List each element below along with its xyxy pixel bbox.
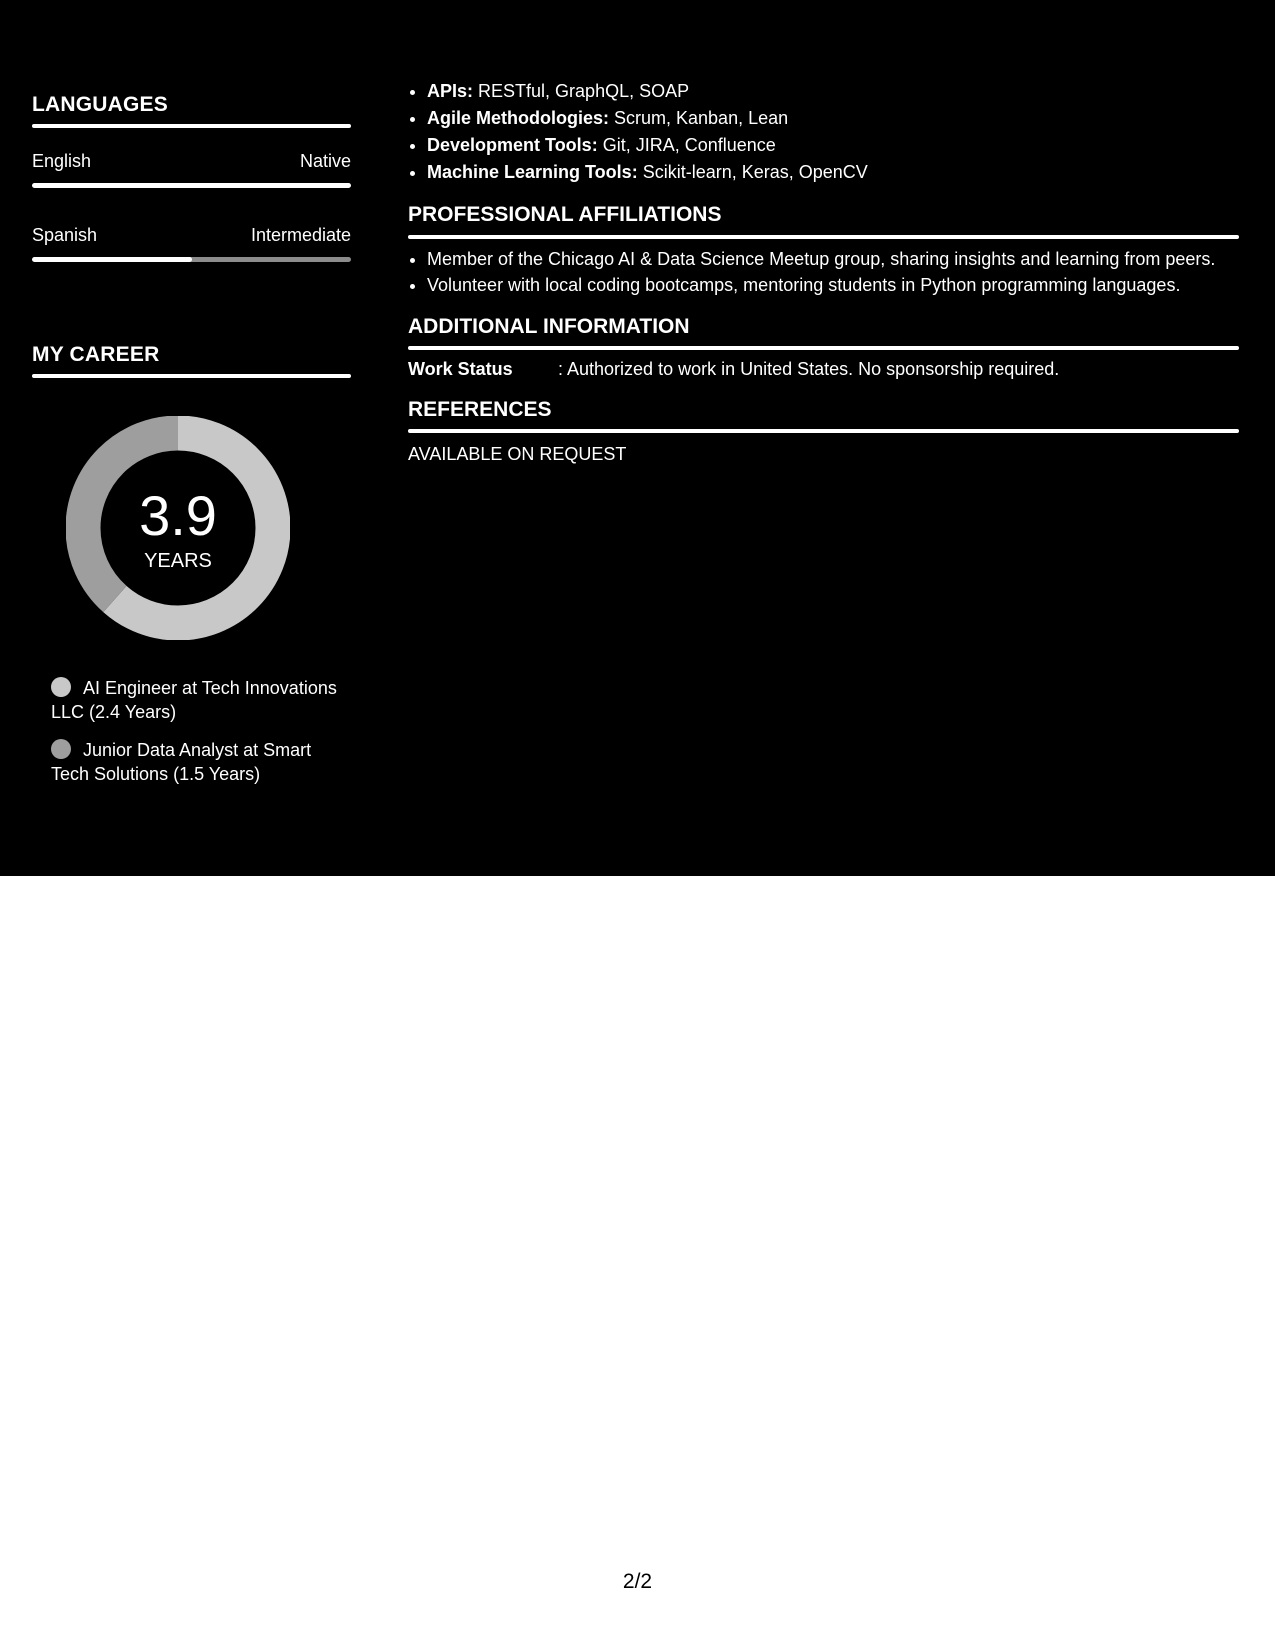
affiliations-list bbox=[408, 247, 1239, 298]
language-name: English bbox=[32, 151, 92, 171]
language-proficiency-fill bbox=[32, 257, 192, 262]
work-status-value: : Authorized to work in United States. No sponsorship required. bbox=[558, 359, 1060, 379]
legend-dot bbox=[51, 739, 71, 759]
languages-divider bbox=[32, 124, 351, 128]
page-number: 2/2 bbox=[622, 1570, 653, 1593]
additional-info-title: ADDITIONAL INFORMATION bbox=[408, 315, 690, 338]
language-name: Spanish bbox=[32, 225, 98, 245]
skill-value: Scikit-learn, Keras, OpenCV bbox=[642, 162, 868, 182]
work-status-label: Work Status bbox=[408, 359, 513, 379]
languages-title: LANGUAGES bbox=[32, 93, 168, 116]
skill-item bbox=[427, 105, 1239, 132]
legend-dot bbox=[51, 677, 71, 697]
affiliation-item: • Volunteer with local coding bootcamps, mentoring students in Python programming languages. bbox=[427, 273, 1239, 298]
career-total-unit: YEARS bbox=[144, 550, 212, 572]
career-legend-text: Junior Data Analyst at Smart Tech Solutions (1.5 Years) bbox=[51, 740, 312, 784]
main-column bbox=[408, 78, 1239, 466]
donut-center bbox=[66, 416, 290, 640]
career-legend-text: AI Engineer at Tech Innovations LLC (2.4 Years) bbox=[51, 678, 337, 722]
skill-label: Machine Learning Tools: bbox=[427, 162, 638, 182]
affiliations-title: PROFESSIONAL AFFILIATIONS bbox=[408, 203, 722, 226]
language-proficiency-fill bbox=[32, 183, 351, 188]
references-title: REFERENCES bbox=[408, 398, 552, 421]
references-divider bbox=[408, 429, 1239, 433]
skill-item bbox=[427, 159, 1239, 186]
language-level: Intermediate bbox=[250, 225, 351, 245]
skill-label: Development Tools: bbox=[427, 135, 598, 155]
skill-item bbox=[427, 78, 1239, 105]
career-legend-item bbox=[51, 676, 341, 724]
skills-list bbox=[408, 78, 1239, 186]
career-donut-chart bbox=[66, 416, 290, 640]
skill-label: APIs: bbox=[427, 81, 474, 101]
skill-item bbox=[427, 132, 1239, 159]
career-legend-item bbox=[51, 738, 341, 786]
language-level: Native bbox=[299, 151, 351, 171]
skill-value: RESTful, GraphQL, SOAP bbox=[478, 81, 690, 101]
career-divider bbox=[32, 374, 351, 378]
skill-value: Scrum, Kanban, Lean bbox=[614, 108, 789, 128]
language-item-spanish bbox=[32, 224, 351, 262]
career-title: MY CAREER bbox=[32, 343, 160, 366]
affiliation-item: • Member of the Chicago AI & Data Science Meetup group, sharing insights and learning from peers. bbox=[427, 247, 1239, 272]
skill-value: Git, JIRA, Confluence bbox=[602, 135, 776, 155]
sidebar bbox=[32, 92, 351, 784]
language-item-english bbox=[32, 150, 351, 188]
additional-info-divider bbox=[408, 346, 1239, 350]
affiliations-divider bbox=[408, 235, 1239, 239]
references-text: AVAILABLE ON REQUEST bbox=[408, 444, 627, 464]
career-legend bbox=[51, 676, 341, 800]
career-total-years: 3.9 bbox=[139, 484, 217, 547]
work-status-row bbox=[408, 357, 1239, 381]
skill-label: Agile Methodologies: bbox=[427, 108, 609, 128]
language-proficiency-bar bbox=[32, 183, 351, 188]
language-proficiency-bar bbox=[32, 257, 351, 262]
